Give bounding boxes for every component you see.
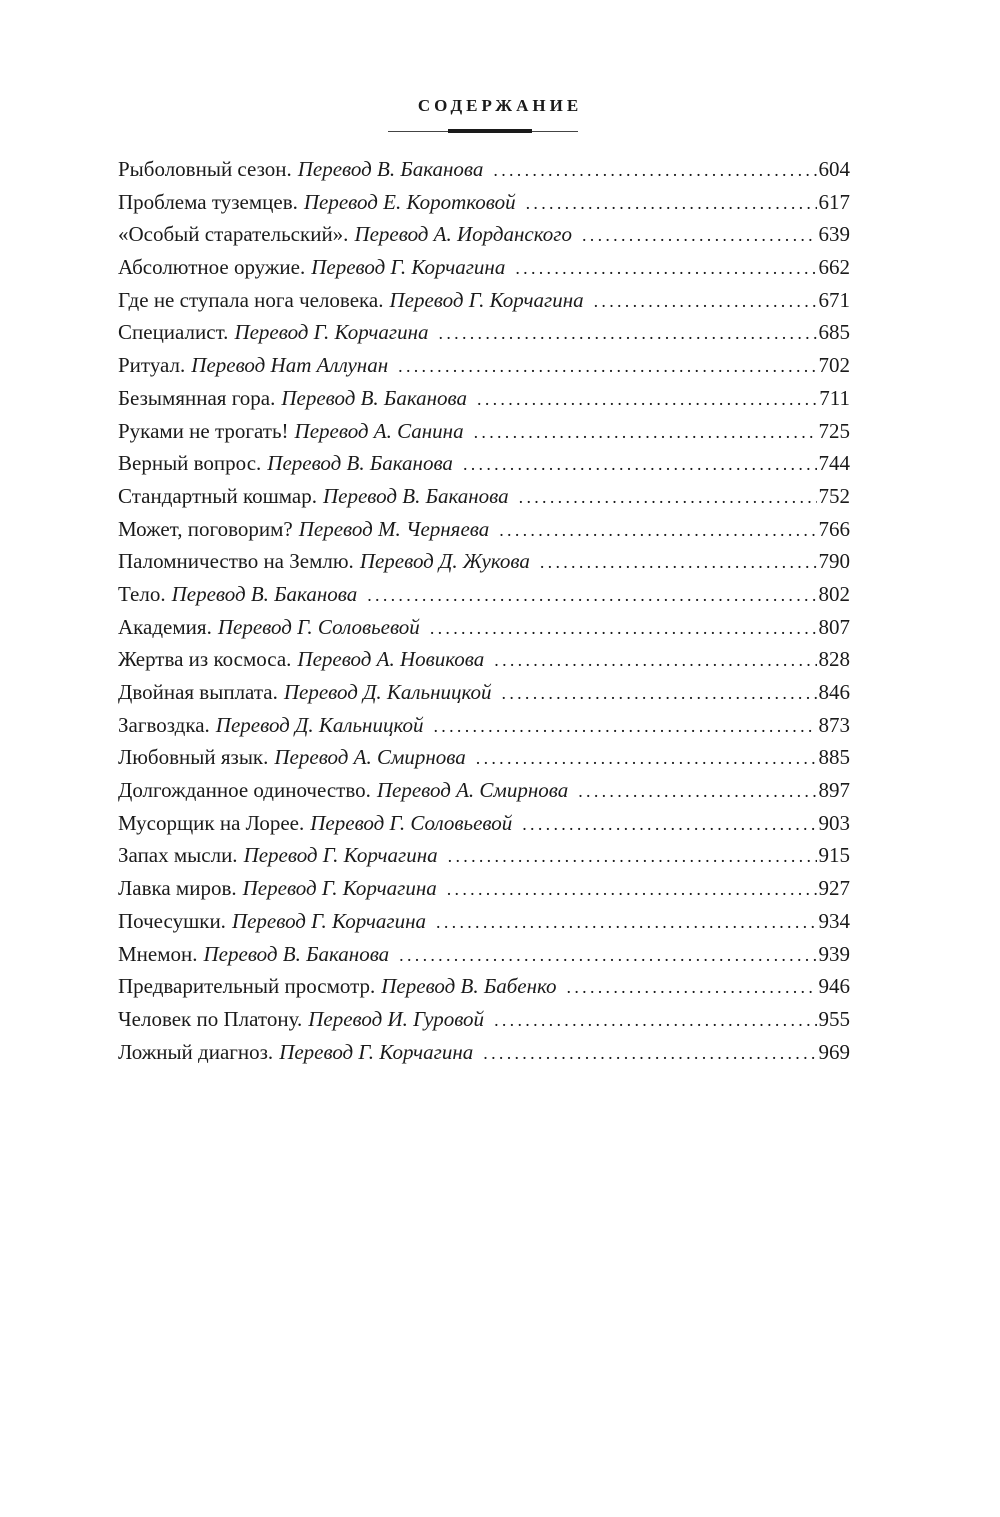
toc-entry[interactable] bbox=[118, 709, 850, 742]
toc-entry-leader-dots bbox=[515, 252, 816, 285]
toc-entry-page-number: 639 bbox=[818, 222, 850, 247]
table-of-contents bbox=[118, 153, 850, 1068]
toc-entry-leader-dots bbox=[476, 742, 817, 775]
toc-entry-title: Академия. bbox=[118, 614, 212, 639]
toc-entry-translator: Перевод А. Санина bbox=[294, 418, 464, 443]
toc-entry-title: Может, поговорим? bbox=[118, 516, 293, 541]
toc-entry-translator: Перевод Г. Корчагина bbox=[311, 255, 506, 280]
title-rule-accent bbox=[448, 129, 532, 133]
toc-entry-translator: Перевод А. Новикова bbox=[297, 647, 485, 672]
toc-entry-title: Тело. bbox=[118, 581, 166, 606]
toc-entry[interactable] bbox=[118, 513, 850, 546]
toc-entry-title: Предварительный просмотр. bbox=[118, 974, 376, 999]
toc-entry-leader-dots bbox=[430, 612, 817, 645]
toc-entry-title: Долгожданное одиночество. bbox=[118, 778, 371, 803]
toc-entry-leader-dots bbox=[494, 644, 816, 677]
toc-entry-page-number: 955 bbox=[818, 1006, 850, 1031]
toc-entry-page-number: 969 bbox=[818, 1039, 850, 1064]
toc-entry-title: Мусорщик на Лорее. bbox=[118, 810, 305, 835]
toc-entry-title: Рыболовный сезон. bbox=[118, 157, 292, 181]
toc-entry-translator: Перевод М. Черняева bbox=[298, 516, 490, 541]
toc-entry-leader-dots bbox=[463, 448, 817, 481]
toc-entry-translator: Перевод Д. Кальницкой bbox=[215, 712, 424, 737]
toc-entry-page-number: 725 bbox=[818, 418, 850, 443]
toc-entry[interactable] bbox=[118, 643, 850, 676]
toc-entry[interactable] bbox=[118, 153, 850, 186]
toc-entry[interactable] bbox=[118, 447, 850, 480]
toc-entry[interactable] bbox=[118, 839, 850, 872]
toc-entry-page-number: 744 bbox=[818, 451, 850, 476]
toc-entry[interactable] bbox=[118, 905, 850, 938]
page-header bbox=[0, 96, 1000, 116]
toc-entry-leader-dots bbox=[474, 416, 817, 449]
toc-entry-leader-dots bbox=[448, 840, 817, 873]
toc-entry-leader-dots bbox=[493, 154, 816, 187]
toc-entry-leader-dots bbox=[519, 481, 817, 514]
toc-entry-leader-dots bbox=[540, 546, 817, 579]
toc-entry[interactable] bbox=[118, 938, 850, 971]
toc-entry-page-number: 802 bbox=[818, 581, 850, 606]
toc-entry-leader-dots bbox=[522, 808, 816, 841]
toc-entry-translator: Перевод В. Баканова bbox=[171, 581, 358, 606]
toc-entry-title: Лавка миров. bbox=[118, 876, 237, 901]
toc-entry-translator: Перевод Г. Корчагина bbox=[231, 908, 427, 933]
toc-entry-translator: Перевод В. Баканова bbox=[203, 941, 390, 966]
toc-entry-translator: Перевод И. Гуровой bbox=[308, 1006, 485, 1031]
toc-entry-leader-dots bbox=[434, 710, 817, 743]
toc-entry-leader-dots bbox=[398, 350, 816, 383]
toc-entry[interactable] bbox=[118, 218, 850, 251]
toc-entry[interactable] bbox=[118, 349, 850, 382]
toc-entry-page-number: 702 bbox=[818, 353, 850, 378]
toc-entry-page-number: 946 bbox=[818, 974, 850, 999]
toc-entry-page-number: 790 bbox=[818, 549, 850, 574]
toc-entry-page-number: 915 bbox=[818, 843, 850, 868]
toc-entry-page-number: 685 bbox=[818, 320, 850, 345]
toc-entry-title: Стандартный кошмар. bbox=[118, 483, 317, 508]
toc-entry-leader-dots bbox=[399, 939, 816, 972]
toc-entry-title: Жертва из космоса. bbox=[118, 647, 292, 672]
toc-entry[interactable] bbox=[118, 480, 850, 513]
toc-entry-page-number: 617 bbox=[818, 189, 850, 214]
toc-entry-title: Абсолютное оружие. bbox=[118, 255, 306, 280]
toc-entry-leader-dots bbox=[477, 383, 817, 416]
toc-entry-page-number: 903 bbox=[818, 810, 850, 835]
toc-entry-leader-dots bbox=[502, 677, 817, 710]
toc-entry[interactable] bbox=[118, 1036, 850, 1069]
toc-entry-page-number: 927 bbox=[818, 876, 850, 901]
toc-entry-title: Загвоздка. bbox=[118, 712, 210, 737]
toc-entry-page-number: 873 bbox=[818, 712, 850, 737]
toc-entry-translator: Перевод Г. Корчагина bbox=[242, 876, 437, 901]
toc-entry-title: Безымянная гора. bbox=[118, 385, 276, 410]
toc-entry-page-number: 897 bbox=[818, 778, 850, 803]
toc-entry-translator: Перевод В. Баканова bbox=[281, 385, 468, 410]
toc-entry-translator: Перевод Г. Корчагина bbox=[243, 843, 438, 868]
toc-entry-translator: Перевод В. Баканова bbox=[267, 451, 453, 476]
toc-entry-leader-dots bbox=[594, 285, 817, 318]
toc-entry[interactable] bbox=[118, 872, 850, 905]
toc-entry-leader-dots bbox=[436, 906, 816, 939]
toc-entry-translator: Перевод Е. Коротковой bbox=[303, 189, 516, 214]
toc-entry-translator: Перевод Г. Соловьевой bbox=[217, 614, 420, 639]
toc-entry-title: Любовный язык. bbox=[118, 745, 269, 770]
toc-entry-translator: Перевод А. Смирнова bbox=[274, 745, 466, 770]
toc-entry[interactable] bbox=[118, 284, 850, 317]
toc-entry[interactable] bbox=[118, 382, 850, 415]
toc-entry[interactable] bbox=[118, 970, 850, 1003]
toc-entry-page-number: 885 bbox=[818, 745, 850, 770]
toc-entry[interactable] bbox=[118, 676, 850, 709]
toc-entry-title: Где не ступала нога человека. bbox=[118, 287, 384, 312]
toc-entry[interactable] bbox=[118, 251, 850, 284]
toc-entry-title: Руками не трогать! bbox=[118, 418, 289, 443]
toc-entry-translator: Перевод Д. Жукова bbox=[359, 549, 530, 574]
toc-entry-page-number: 711 bbox=[819, 385, 850, 410]
toc-entry-title: Ритуал. bbox=[118, 353, 186, 378]
toc-entry-leader-dots bbox=[582, 219, 817, 252]
toc-entry-translator: Перевод А. Иорданского bbox=[354, 222, 572, 247]
toc-entry-title: Запах мысли. bbox=[118, 843, 238, 868]
toc-entry[interactable] bbox=[118, 578, 850, 611]
toc-entry-leader-dots bbox=[499, 514, 816, 547]
toc-entry-leader-dots bbox=[439, 317, 817, 350]
page-title: СОДЕРЖАНИЕ bbox=[417, 96, 583, 115]
toc-entry[interactable] bbox=[118, 774, 850, 807]
toc-entry-leader-dots bbox=[447, 873, 817, 906]
toc-entry[interactable] bbox=[118, 545, 850, 578]
toc-entry-page-number: 671 bbox=[818, 287, 850, 312]
toc-entry-page-number: 752 bbox=[818, 483, 850, 508]
toc-entry-title: Верный вопрос. bbox=[118, 451, 262, 476]
toc-entry-title: Специалист. bbox=[118, 320, 229, 345]
toc-entry-translator: Перевод Г. Корчагина bbox=[234, 320, 429, 345]
toc-entry-leader-dots bbox=[494, 1004, 816, 1037]
toc-entry-leader-dots bbox=[526, 187, 817, 220]
toc-entry-title: Проблема туземцев. bbox=[118, 189, 298, 214]
toc-entry-translator: Перевод В. Баканова bbox=[297, 157, 484, 181]
toc-entry-translator: Перевод А. Смирнова bbox=[376, 778, 569, 803]
toc-entry-page-number: 766 bbox=[818, 516, 850, 541]
toc-entry[interactable] bbox=[118, 415, 850, 448]
toc-entry-translator: Перевод Нат Аллунан bbox=[191, 353, 389, 378]
toc-entry[interactable] bbox=[118, 1003, 850, 1036]
toc-entry-title: Ложный диагноз. bbox=[118, 1039, 274, 1064]
toc-entry-page-number: 934 bbox=[818, 908, 850, 933]
toc-entry-translator: Перевод В. Бабенко bbox=[381, 974, 557, 999]
toc-entry-title: Паломничество на Землю. bbox=[118, 549, 354, 574]
toc-entry-title: Почесушки. bbox=[118, 908, 226, 933]
toc-entry-title: Мнемон. bbox=[118, 941, 198, 966]
toc-entry-translator: Перевод Д. Кальницкой bbox=[283, 680, 492, 704]
toc-entry[interactable] bbox=[118, 316, 850, 349]
toc-entry-page-number: 846 bbox=[818, 680, 850, 704]
toc-entry-leader-dots bbox=[578, 775, 816, 808]
toc-entry-page-number: 828 bbox=[818, 647, 850, 672]
toc-entry[interactable] bbox=[118, 807, 850, 840]
toc-entry-title: «Особый старательский». bbox=[118, 222, 349, 247]
toc-entry[interactable] bbox=[118, 611, 850, 644]
toc-entry-translator: Перевод Г. Корчагина bbox=[279, 1039, 474, 1064]
toc-entry-page-number: 807 bbox=[818, 614, 850, 639]
toc-entry[interactable] bbox=[118, 186, 850, 219]
toc-entry-title: Человек по Платону. bbox=[118, 1006, 303, 1031]
toc-entry[interactable] bbox=[118, 741, 850, 774]
toc-entry-leader-dots bbox=[367, 579, 816, 612]
toc-entry-title: Двойная выплата. bbox=[118, 680, 278, 704]
toc-entry-page-number: 662 bbox=[818, 255, 850, 280]
toc-entry-leader-dots bbox=[567, 971, 817, 1004]
toc-entry-translator: Перевод В. Баканова bbox=[323, 483, 509, 508]
toc-entry-page-number: 604 bbox=[818, 157, 850, 181]
toc-entry-translator: Перевод Г. Корчагина bbox=[389, 287, 584, 312]
toc-entry-leader-dots bbox=[483, 1037, 816, 1070]
toc-entry-translator: Перевод Г. Соловьевой bbox=[310, 810, 513, 835]
toc-entry-page-number: 939 bbox=[818, 941, 850, 966]
